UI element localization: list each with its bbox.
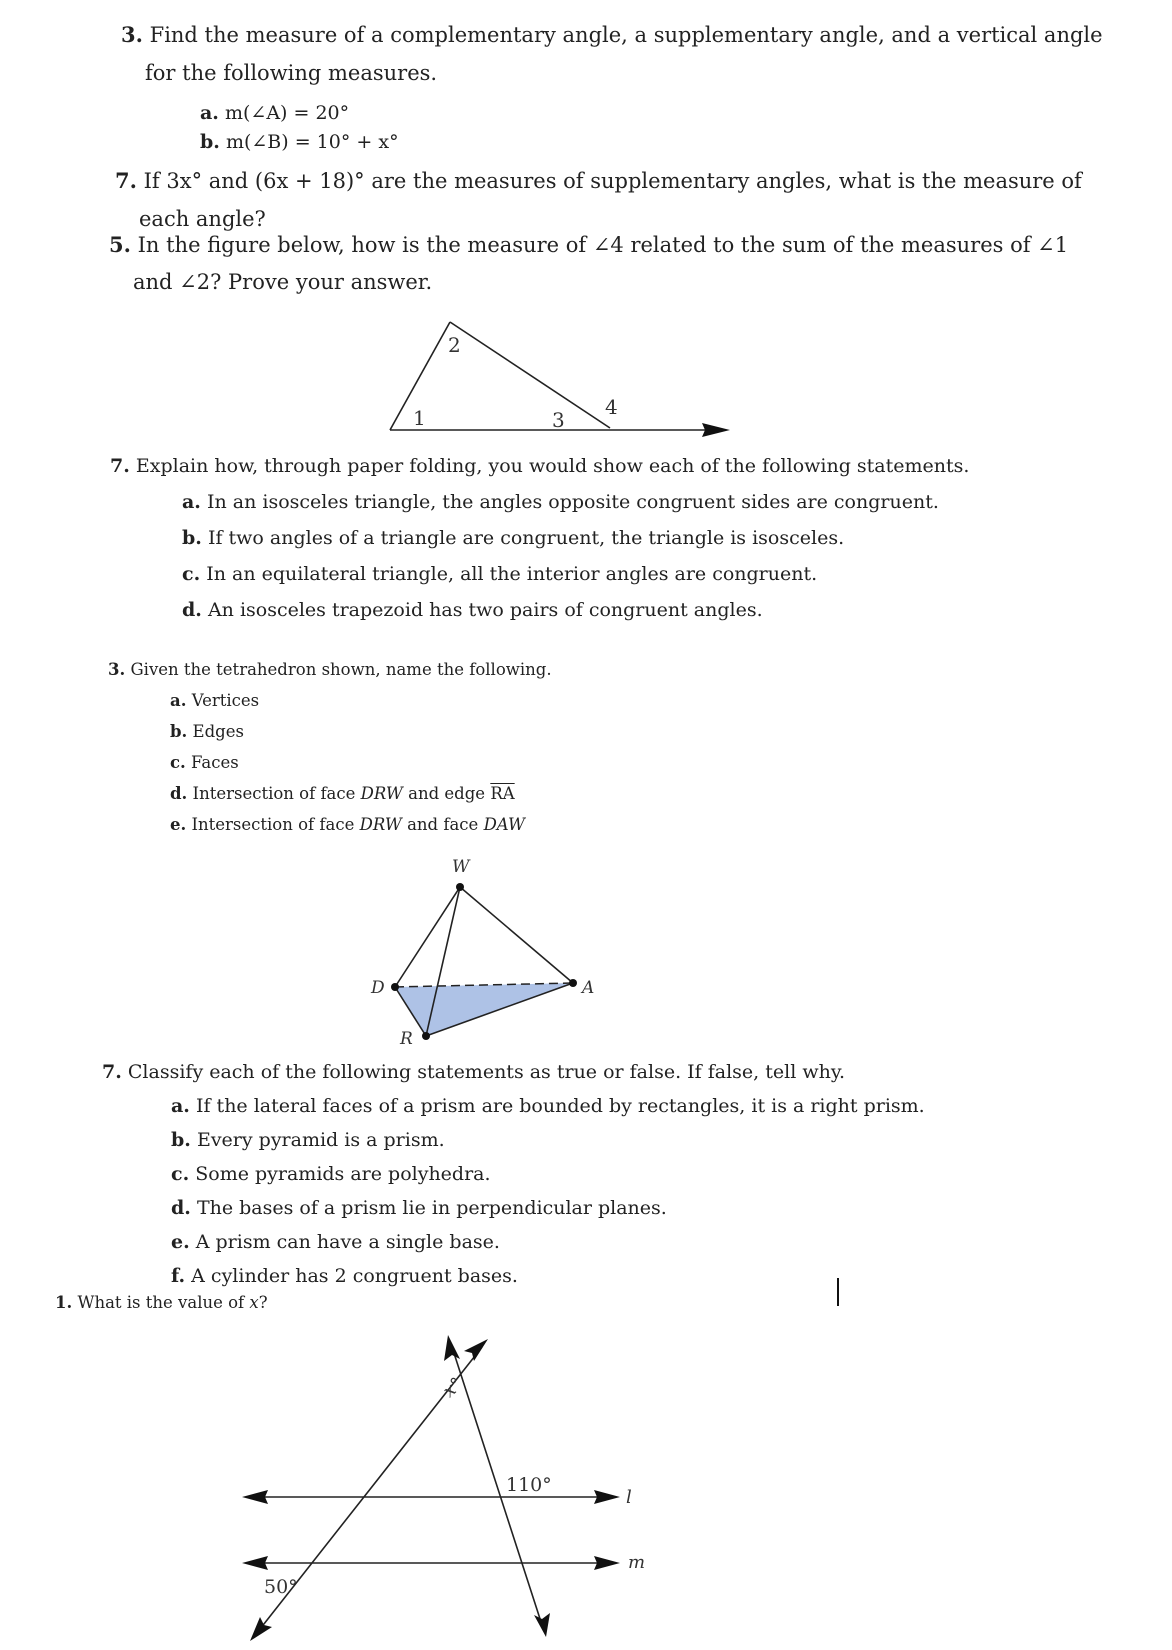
line-l-left-arrow-icon [242, 1490, 268, 1504]
q4-item [182, 601, 763, 620]
q4-stem [110, 457, 969, 476]
q4-item-text: If two angles of a triangle are congruent, the triangle is isosceles. [207, 527, 845, 549]
line-m-left-arrow-icon [242, 1556, 268, 1570]
q6-item-text: A cylinder has 2 congruent bases. [191, 1265, 518, 1287]
q6-item [171, 1165, 491, 1184]
face-name: DAW [483, 815, 525, 834]
q4-text: Explain how, through paper folding, you would show each of the following statements. [135, 455, 970, 477]
q4-item-text: In an isosceles triangle, the angles opposite congruent sides are congruent. [206, 491, 939, 513]
q5-item [170, 693, 259, 710]
q4-item [182, 529, 844, 548]
q6-item [171, 1199, 667, 1218]
q3-text-cont: and ∠2? Prove your answer. [133, 270, 433, 294]
q1-number: 3. [121, 22, 143, 47]
q3-stem [109, 234, 1068, 256]
q2-text-cont: each angle? [139, 207, 266, 231]
face-name: DRW [360, 784, 403, 803]
vertex-r-dot [422, 1032, 430, 1040]
q2-number: 7. [115, 168, 137, 193]
vertex-d-label: D [371, 978, 385, 998]
q6-item-text: If the lateral faces of a prism are bounded by rectangles, it is a right prism. [195, 1095, 925, 1117]
q1-item-b-label: b. [200, 131, 220, 153]
q6-item-text: Every pyramid is a prism. [196, 1129, 445, 1151]
q6-item-text: A prism can have a single base. [195, 1231, 500, 1253]
q4-item [182, 493, 939, 512]
vertex-d-dot [391, 983, 399, 991]
q1-text-cont: for the following measures. [145, 61, 438, 85]
q6-item-text: Some pyramids are polyhedra. [195, 1163, 491, 1185]
vertex-w-label: W [452, 857, 470, 877]
q3-text: In the figure below, how is the measure of ∠4 related to the sum of the measures of ∠1 [137, 233, 1069, 257]
q6-item-label: f. [171, 1265, 186, 1287]
transversal-2-top-arrow-icon [444, 1335, 460, 1361]
q4-item-label: a. [182, 491, 201, 513]
q6-item-label: e. [171, 1231, 190, 1253]
q4-number: 7. [110, 455, 130, 477]
angle-50-label: 50° [264, 1576, 298, 1598]
q6-item-label: b. [171, 1129, 191, 1151]
q2-stem [115, 170, 1082, 192]
vertex-r-label: R [400, 1029, 413, 1049]
line-l-label: l [626, 1487, 632, 1508]
q1-item-a [200, 104, 349, 123]
q6-item [171, 1267, 518, 1286]
transversal-1-bottom-arrow-icon [250, 1617, 272, 1641]
angle-label-1: 1 [413, 406, 426, 430]
q4-item-label: d. [182, 599, 202, 621]
q5-item-text: and edge [402, 784, 491, 803]
q6-item-label: a. [171, 1095, 190, 1117]
q6-item [171, 1097, 925, 1116]
q6-item [171, 1233, 500, 1252]
q5-item-text: Vertices [191, 691, 260, 710]
angle-label-2: 2 [448, 333, 461, 357]
transversal-1-top-arrow-icon [464, 1339, 488, 1361]
q5-number: 3. [108, 660, 126, 679]
q5-item-label: c. [170, 753, 186, 772]
angle-x-label: x° [438, 1373, 468, 1402]
q4-item [182, 565, 817, 584]
q4-item-label: b. [182, 527, 202, 549]
tetrahedron-figure [360, 850, 600, 1050]
vertex-a-dot [569, 979, 577, 987]
q5-item-label: d. [170, 784, 188, 803]
q5-stem [108, 662, 552, 679]
q6-item [171, 1131, 445, 1150]
edge-wd [395, 887, 460, 987]
q5-item-d [170, 786, 515, 803]
q5-item-label: a. [170, 691, 187, 710]
q5-item [170, 755, 239, 772]
q5-text: Given the tetrahedron shown, name the following. [130, 660, 552, 679]
q5-item-text: Intersection of face [192, 784, 361, 803]
q2-text: If 3x° and (6x + 18)° are the measures of supplementary angles, what is the measure of [143, 169, 1082, 193]
q3-number: 5. [109, 232, 131, 257]
q5-item-text: and face [401, 815, 484, 834]
q5-item-text: Edges [192, 722, 244, 741]
parallel-lines-figure [230, 1325, 670, 1645]
q5-item-text: Intersection of face [191, 815, 360, 834]
q6-item-label: c. [171, 1163, 190, 1185]
q4-item-text: In an equilateral triangle, all the interior angles are congruent. [206, 563, 818, 585]
q6-stem [102, 1063, 845, 1082]
face-name: DRW [359, 815, 402, 834]
triangle-figure [380, 310, 740, 440]
q1-stem [121, 24, 1103, 46]
q7-number: 1. [55, 1293, 73, 1312]
q7-stem [55, 1295, 268, 1312]
q1-item-b-text: m(∠B) = 10° + x° [225, 131, 399, 153]
q1-item-a-text: m(∠A) = 20° [224, 102, 350, 124]
q5-item-text: Faces [191, 753, 239, 772]
vertex-a-label: A [582, 978, 595, 998]
triangle-right-side [450, 322, 610, 428]
q6-item-label: d. [171, 1197, 191, 1219]
angle-110-label: 110° [506, 1474, 552, 1496]
q5-item-label: b. [170, 722, 188, 741]
q4-item-label: c. [182, 563, 201, 585]
line-m-right-arrow-icon [594, 1556, 620, 1570]
angle-label-4: 4 [605, 395, 618, 419]
q1-text: Find the measure of a complementary angle, a supplementary angle, and a vertical angle [149, 23, 1103, 47]
edge-wa [460, 887, 573, 983]
q1-item-a-label: a. [200, 102, 219, 124]
q7-text: What is the value of [77, 1293, 250, 1312]
edge-name: $\overline{RA}$ [490, 784, 515, 803]
q5-item [170, 724, 244, 741]
q6-text: Classify each of the following statements as true or false. If false, tell why. [127, 1061, 846, 1083]
vertex-w-dot [456, 883, 464, 891]
transversal-2-bottom-arrow-icon [534, 1613, 550, 1637]
q4-item-text: An isosceles trapezoid has two pairs of congruent angles. [207, 599, 763, 621]
q6-number: 7. [102, 1061, 122, 1083]
line-m-label: m [628, 1552, 646, 1573]
q7-variable: x [249, 1293, 259, 1312]
angle-label-3: 3 [552, 408, 565, 432]
line-l-right-arrow-icon [594, 1490, 620, 1504]
q5-item-label: e. [170, 815, 187, 834]
q5-item-e [170, 817, 525, 834]
q6-item-text: The bases of a prism lie in perpendicular planes. [196, 1197, 667, 1219]
q1-item-b [200, 133, 399, 152]
base-arrow-icon [702, 423, 730, 437]
q7-qmark: ? [258, 1293, 268, 1312]
text-cursor [837, 1278, 839, 1306]
